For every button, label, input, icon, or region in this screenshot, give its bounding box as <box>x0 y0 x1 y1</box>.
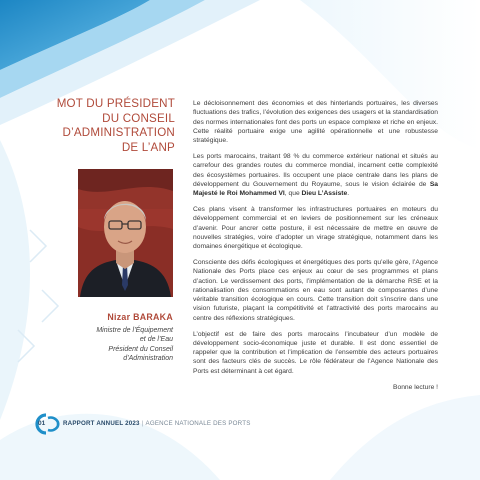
heading-line-3: D’ADMINISTRATION <box>62 126 175 140</box>
paragraph-2-bold-blessing: Dieu L’Assiste <box>301 190 348 198</box>
message-body <box>193 99 438 398</box>
role-line-3: Président du Conseil <box>108 345 173 353</box>
page-number: 01 <box>38 420 46 427</box>
paragraph-2-text-c: , que <box>284 190 302 198</box>
paragraph-4: Consciente des défis écologiques et énergétiques des ports qu’elle gère, l’Agence Nationale des Ports place ces enjeux au cœur de ses programmes et plans d’action. Le verdissement des ports, l’implémentation de la démarche RSE et la rationalisation des consommations en eau sont autant de composantes d’une véritable transition écologique en cours. Cette transition doit s’inscrire dans une vision futuriste, plaçant la compétitivité et l’attractivité des ports marocains au centre des réflexions stratégiques. <box>193 258 438 322</box>
paragraph-2 <box>193 152 438 198</box>
role-line-2: et de l’Eau <box>139 336 173 344</box>
paragraph-3: Ces plans visent à transformer les infrastructures portuaires en moteurs du développement commercial et en leviers de positionnement sur les créneaux d’avenir. Pour ancrer cette posture, il est nécessaire de mettre en œuvre de nouvelles stratégies, voire d’adopter un virage stratégique, notamment dans les domaines énergétique et écologique. <box>193 205 438 251</box>
role-line-4: d’Administration <box>123 355 173 363</box>
paragraph-2-bold-king: Sa Majesté le Roi Mohammed VI <box>193 180 438 198</box>
report-title: RAPPORT ANNUEL 2023 <box>63 419 140 427</box>
page-footer <box>32 413 332 433</box>
heading-line-2: DU CONSEIL <box>102 111 175 125</box>
sign-off: Bonne lecture ! <box>393 383 438 391</box>
heading-line-4: DE L’ANP <box>121 140 175 154</box>
president-portrait <box>78 169 173 297</box>
person-role <box>60 326 173 364</box>
heading-line-1: MOT DU PRÉSIDENT <box>56 97 175 110</box>
paragraph-2-text-a: Les ports marocains, traitant 98 % du commerce extérieur national et situés au carrefour des grandes routes du commerce mondial, incarnent cette complexité des écosystèmes portuaires. Ils occupent une place centrale dans les plans de développement du Gouvernement du Royaume, sous le vision éclairée de <box>193 152 438 188</box>
role-line-1: Ministre de l’Équipement <box>96 327 173 334</box>
person-name: Nizar BARAKA <box>107 312 173 322</box>
footer-title <box>63 420 251 427</box>
paragraph-1: Le décloisonnement des économies et des hinterlands portuaires, les diverses fluctuations des trafics, l’évolution des exigences des usagers et la standardisation des normes internationales font des ports un espace complexe et riche en enjeux. Cette réalité portuaire exige une agilité opérationnelle et une robustesse stratégique. <box>193 100 438 145</box>
anp-logo-icon <box>32 413 60 435</box>
section-heading <box>40 97 175 155</box>
agency-name: AGENCE NATIONALE DES PORTS <box>145 419 251 427</box>
portrait-caption <box>60 311 173 364</box>
paragraph-5: L’objectif est de faire des ports marocains l’incubateur d’un modèle de développement socio-économique juste et durable. Il est donc essentiel de rappeler que la contribution et l’implication de l’ensemble des acteurs portuaires sont des facteurs clés de succès. Le rôle fédérateur de l’Agence Nationale des Ports est déterminant à cet égard. <box>193 330 438 375</box>
paragraph-2-text-e: . <box>347 190 350 198</box>
footer-separator: | <box>141 419 144 427</box>
